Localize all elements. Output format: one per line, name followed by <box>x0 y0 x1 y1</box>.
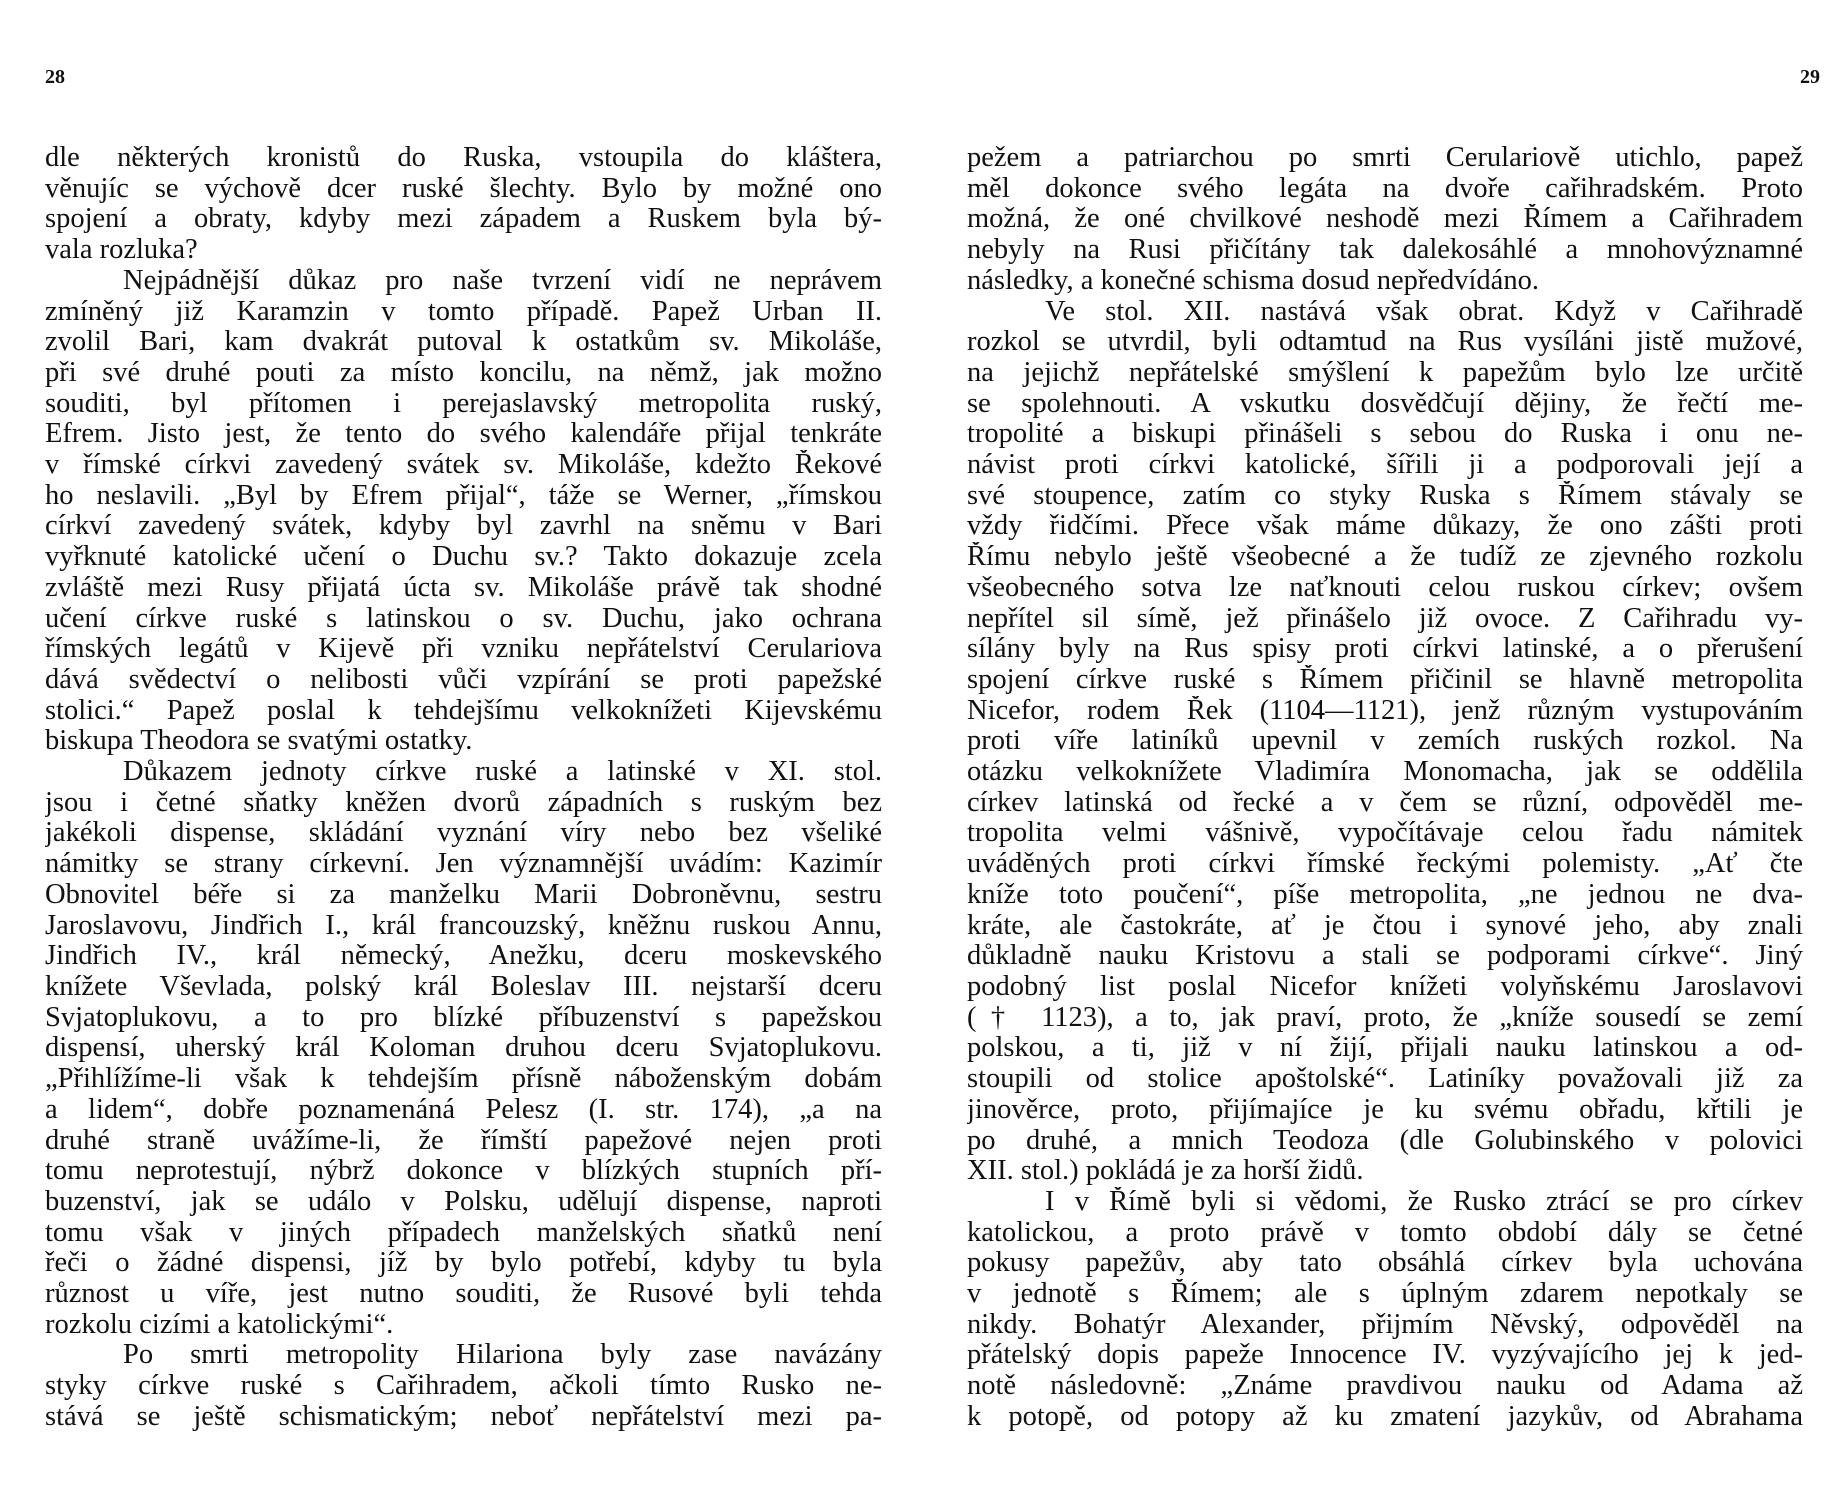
text-line: Nejpádnější důkaz pro naše tvrzení vidí ne neprávem <box>123 265 882 296</box>
text-line: stává se ještě schismatickým; neboť nepřátelství mezi pa- <box>45 1401 882 1432</box>
text-line: dispensí, uherský král Koloman druhou dceru Svjatoplukovu. <box>45 1033 882 1064</box>
text-line: nikdy. Bohatýr Alexander, přijmím Něvský, odpověděl na <box>967 1309 1803 1340</box>
text-line: biskupa Theodora se svatými ostatky. <box>45 726 473 757</box>
text-line: souditi, byl přítomen i perejaslavský metropolita ruský, <box>45 388 882 419</box>
text-line: námitky se strany církevní. Jen významnější uvádím: Kazimír <box>45 849 882 880</box>
page-number: 28 <box>45 66 65 88</box>
text-line: tropolité a biskupi přinášeli s sebou do Ruska i onu ne- <box>967 419 1803 450</box>
text-line: v jednotě s Římem; ale s úplným zdarem nepotkaly se <box>967 1279 1803 1310</box>
text-line: zvláště mezi Rusy přijatá úcta sv. Mikoláše právě tak shodné <box>45 572 882 603</box>
text-line: dává svědectví o nelibosti vůči vzpírání se proti papežské <box>45 664 882 695</box>
text-line: Ve stol. XII. nastává však obrat. Když v Cařihradě <box>1045 296 1803 327</box>
text-line: druhé straně uvážíme-li, že římští papežové nejen proti <box>45 1125 882 1156</box>
text-line: tomu neprotestují, nýbrž dokonce v blízkých stupních pří- <box>45 1156 882 1187</box>
text-line: v římské církvi zavedený svátek sv. Mikoláše, kdežto Řekové <box>45 450 882 481</box>
text-line: Svjatoplukovu, a to pro blízké příbuzenství s papežskou <box>45 1002 882 1033</box>
text-line: Nicefor, rodem Řek (1104—1121), jenž různým vystupováním <box>967 695 1803 726</box>
text-line: na jejichž nepřátelské smýšlení k papežům bylo lze určitě <box>967 357 1803 388</box>
text-line: při své druhé pouti za místo koncilu, na němž, jak možno <box>45 357 882 388</box>
text-line: Efrem. Jisto jest, že tento do svého kalendáře přijal tenkráte <box>45 419 882 450</box>
text-line: jakékoli dispense, skládání vyznání víry nebo bez všeliké <box>45 818 882 849</box>
text-line: styky církve ruské s Cařihradem, ačkoli tímto Rusko ne- <box>45 1371 882 1402</box>
text-line: vždy řidčími. Přece však máme důkazy, že ono zášti proti <box>967 511 1803 542</box>
right-page <box>917 0 1834 1500</box>
text-line: vala rozluka? <box>45 235 198 266</box>
text-line: Jindřich IV., král německý, Anežku, dceru moskevského <box>45 941 882 972</box>
text-line: kníže toto poučení“, píše metropolita, „ne jednou ne dva- <box>967 879 1803 910</box>
text-line: věnujíc se výchově dcer ruské šlechty. Bylo by možné ono <box>45 173 882 204</box>
text-line: buzenství, jak se událo v Polsku, udělují dispense, naproti <box>45 1186 882 1217</box>
text-line: katolickou, a proto právě v tomto období dály se četné <box>967 1217 1803 1248</box>
text-line: Obnovitel béře si za manželku Marii Dobroněvnu, sestru <box>45 879 882 910</box>
text-line: zmíněný již Karamzin v tomto případě. Papež Urban II. <box>45 296 882 327</box>
text-line: († 1123), a to, jak praví, proto, že „kníže sousedí se zemí <box>967 1002 1803 1033</box>
text-line: tropolita velmi vášnivě, vypočítávaje celou řadu námitek <box>967 818 1803 849</box>
text-line: zvolil Bari, kam dvakrát putoval k ostatkům sv. Mikoláše, <box>45 327 882 358</box>
text-line: Jaroslavovu, Jindřich I., král francouzský, kněžnu ruskou Annu, <box>45 910 882 941</box>
text-line: následky, a konečné schisma dosud nepředvídáno. <box>967 265 1539 296</box>
text-line: přátelský dopis papeže Innocence IV. vyzývajícího jej k jed- <box>967 1340 1803 1371</box>
text-line: uváděných proti církvi římské řeckými polemisty. „Ať čte <box>967 849 1803 880</box>
text-line: knížete Vševlada, polský král Boleslav III. nejstarší dceru <box>45 971 882 1002</box>
text-line: dle některých kronistů do Ruska, vstoupila do kláštera, <box>45 143 882 173</box>
text-line: I v Římě byli si vědomi, že Rusko ztrácí se pro církev <box>1045 1186 1803 1217</box>
text-line: tomu však v jiných případech manželských sňatků není <box>45 1217 882 1248</box>
text-line: kráte, ale častokráte, ať je čtou i synové jeho, aby znali <box>967 910 1803 941</box>
text-line: k potopě, od potopy až ku zmatení jazykův, od Abrahama <box>967 1401 1803 1432</box>
text-line: Důkazem jednoty církve ruské a latinské v XI. stol. <box>123 757 882 788</box>
text-line: se spolehnouti. A vskutku dosvědčují dějiny, že řečtí me- <box>967 388 1803 419</box>
text-line: učení církve ruské s latinskou o sv. Duchu, jako ochrana <box>45 603 882 634</box>
text-line: pežem a patriarchou po smrti Cerulariově utichlo, papež <box>967 143 1803 173</box>
text-line: rozkolu cizími a katolickými“. <box>45 1309 394 1340</box>
text-line: návist proti církvi katolické, šířili ji a podporovali její a <box>967 450 1803 481</box>
text-line: polskou, a ti, již v ní žijí, přijali nauku latinskou a od- <box>967 1033 1803 1064</box>
text-column <box>967 143 1803 1433</box>
text-line: Po smrti metropolity Hilariona byly zase navázány <box>123 1340 882 1371</box>
text-line: nebyly na Rusi přičítány tak dalekosáhlé a mnohovýznamné <box>967 235 1803 266</box>
text-line: ho neslavili. „Byl by Efrem přijal“, táže se Werner, „římskou <box>45 480 882 511</box>
text-column <box>45 143 882 1433</box>
text-line: důkladně nauku Kristovu a stali se podporami církve“. Jiný <box>967 941 1803 972</box>
text-line: jsou i četné sňatky kněžen dvorů západních s ruským bez <box>45 787 882 818</box>
text-line: „Přihlížíme-li však k tehdejším přísně náboženským dobám <box>45 1064 882 1095</box>
text-line: rozkol se utvrdil, byli odtamtud na Rus vysíláni jistě mužové, <box>967 327 1803 358</box>
text-line: měl dokonce svého legáta na dvoře cařihradském. Proto <box>967 173 1803 204</box>
text-line: otázku velkoknížete Vladimíra Monomacha, jak se oddělila <box>967 757 1803 788</box>
text-line: všeobecného sotva lze naťknouti celou ruskou církev; ovšem <box>967 572 1803 603</box>
page-number: 29 <box>1800 66 1820 88</box>
text-line: nepřítel sil símě, jež přinášelo již ovoce. Z Cařihradu vy- <box>967 603 1803 634</box>
text-line: podobný list poslal Nicefor knížeti volyňskému Jaroslavovi <box>967 971 1803 1002</box>
text-line: pokusy papežův, aby tato obsáhlá církev byla uchována <box>967 1248 1803 1279</box>
text-line: římských legátů v Kijevě při vzniku nepřátelství Cerulariova <box>45 634 882 665</box>
text-line: sílány byly na Rus spisy proti církvi latinské, a o přerušení <box>967 634 1803 665</box>
text-line: spojení církve ruské s Římem přičinil se hlavně metropolita <box>967 664 1803 695</box>
text-line: Římu nebylo ještě všeobecné a že tudíž ze zjevného rozkolu <box>967 542 1803 573</box>
text-line: notě následovně: „Známe pravdivou nauku od Adama až <box>967 1371 1803 1402</box>
text-line: XII. stol.) pokládá je za horší židů. <box>967 1156 1364 1187</box>
text-line: církev latinská od řecké a v čem se různí, odpověděl me- <box>967 787 1803 818</box>
text-line: řeči o žádné dispensi, jíž by bylo potřebí, kdyby tu byla <box>45 1248 882 1279</box>
text-line: církví zavedený svátek, kdyby byl zavrhl na sněmu v Bari <box>45 511 882 542</box>
text-line: proti víře latiníků upevnil v zemích ruských rozkol. Na <box>967 726 1803 757</box>
text-line: stolici.“ Papež poslal k tehdejšímu velkoknížeti Kijevskému <box>45 695 882 726</box>
text-line: po druhé, a mnich Teodoza (dle Golubinského v polovici <box>967 1125 1803 1156</box>
text-line: spojení a obraty, kdyby mezi západem a Ruskem byla bý- <box>45 204 882 235</box>
text-line: vyřknuté katolické učení o Duchu sv.? Takto dokazuje zcela <box>45 542 882 573</box>
text-line: stoupili od stolice apoštolské“. Latiníky považovali již za <box>967 1064 1803 1095</box>
text-line: možná, že oné chvilkové neshodě mezi Římem a Cařihradem <box>967 204 1803 235</box>
text-line: různost u víře, jest nutno souditi, že Rusové byli tehda <box>45 1279 882 1310</box>
text-line: své stoupence, zatím co styky Ruska s Římem stávaly se <box>967 480 1803 511</box>
text-line: jinověrce, proto, přijímajíce je ku svému obřadu, křtili je <box>967 1094 1803 1125</box>
text-line: a lidem“, dobře poznamenáná Pelesz (I. str. 174), „a na <box>45 1094 882 1125</box>
